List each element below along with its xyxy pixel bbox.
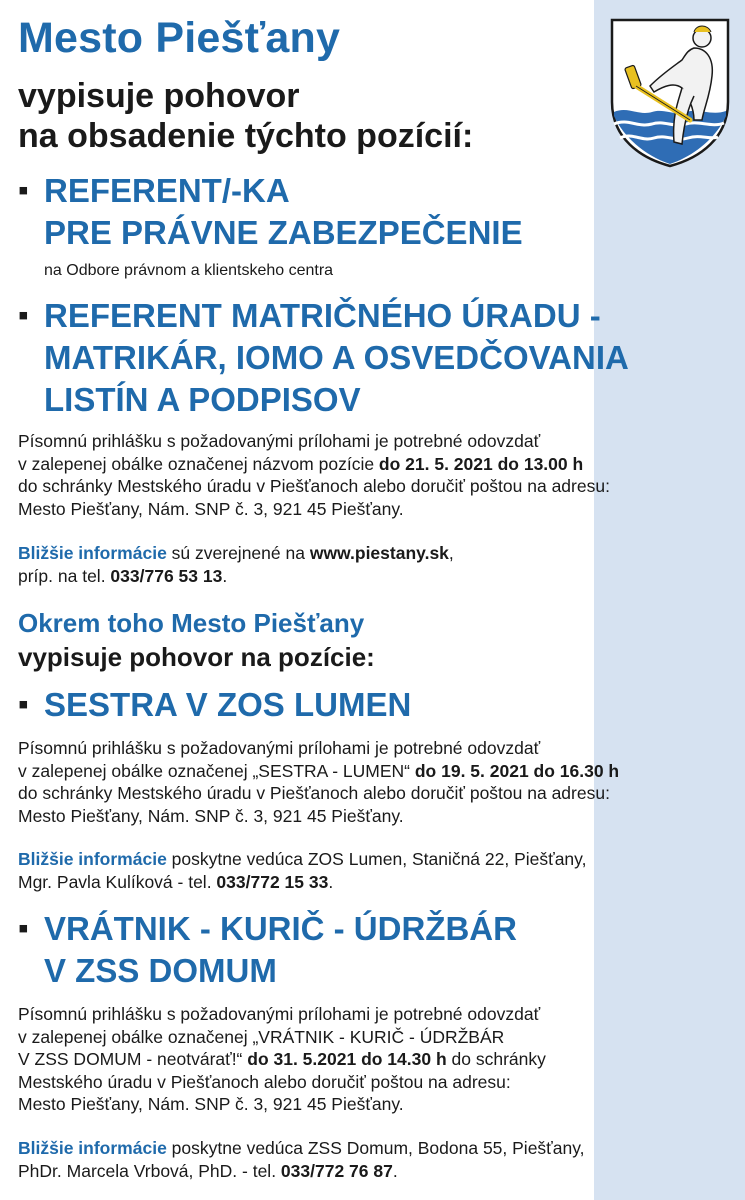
text-line xyxy=(18,871,586,894)
text-span: , xyxy=(448,543,454,563)
text-line: Mestského úradu v Piešťanoch alebo doručiť poštou na adresu: xyxy=(18,1071,511,1092)
position-4-heading xyxy=(18,908,517,992)
position-2-line-1: REFERENT MATRIČNÉHO ÚRADU - xyxy=(44,297,601,334)
bullet-icon: ▪ xyxy=(18,688,29,721)
position-1-line-1: REFERENT/-KA xyxy=(44,172,290,209)
text-line xyxy=(18,1137,585,1160)
text-line xyxy=(18,453,610,476)
position-2-line-2: MATRIKÁR, IOMO A OSVEDČOVANIA xyxy=(44,339,629,376)
text-span: . xyxy=(392,1160,398,1181)
text-span: poskytne vedúca ZSS Domum, Bodona 55, Piešťany, xyxy=(166,1138,585,1158)
address: Mesto Piešťany, Nám. SNP č. 3, 921 45 Piešťany. xyxy=(18,805,404,826)
section-2-heading: Okrem toho Mesto Piešťany xyxy=(18,608,365,638)
text-line: Písomnú prihlášku s požadovanými prílohami je potrebné odovzdať xyxy=(18,1004,541,1024)
deadline: do 19. 5. 2021 do 16.30 h xyxy=(414,760,620,781)
text-line xyxy=(18,848,586,871)
position-2-heading xyxy=(18,295,629,421)
phone-number: 033/772 76 87 xyxy=(280,1160,393,1181)
text-span: . xyxy=(222,565,228,586)
piestany-coat-of-arms-icon xyxy=(608,16,732,168)
text-span: . xyxy=(328,871,334,892)
text-line xyxy=(18,1160,585,1183)
text-span: príp. na tel. xyxy=(18,565,111,586)
position-3-heading xyxy=(18,684,411,726)
info-label: Bližšie informácie xyxy=(18,1138,167,1158)
text-line xyxy=(18,542,454,565)
position-1-heading xyxy=(18,170,523,254)
bullet-icon: ▪ xyxy=(18,174,29,207)
address: Mesto Piešťany, Nám. SNP č. 3, 921 45 Piešťany. xyxy=(18,1094,404,1114)
contact-info-3 xyxy=(18,1137,585,1182)
subtitle-line-1: vypisuje pohovor xyxy=(18,77,300,115)
text-span: PhDr. Marcela Vrbová, PhD. - tel. xyxy=(18,1160,281,1181)
side-stripe xyxy=(594,0,745,1200)
text-span: Mgr. Pavla Kulíková - tel. xyxy=(18,871,217,892)
text-line: Písomnú prihlášku s požadovanými prílohami je potrebné odovzdať xyxy=(18,431,541,451)
position-4-line-1: VRÁTNIK - KURIČ - ÚDRŽBÁR xyxy=(44,910,517,947)
position-1-line-2: PRE PRÁVNE ZABEZPEČENIE xyxy=(44,214,523,251)
text-span: do schránky xyxy=(446,1049,546,1069)
text-line xyxy=(18,565,454,588)
info-label: Bližšie informácie xyxy=(18,849,167,869)
contact-info-2 xyxy=(18,848,586,893)
application-info-2 xyxy=(18,737,619,827)
text-span: sú zverejnené na xyxy=(166,543,310,563)
text-line: Písomnú prihlášku s požadovanými prílohami je potrebné odovzdať xyxy=(18,738,541,758)
text-line: v zalepenej obálke označenej „VRÁTNIK - KURIČ - ÚDRŽBÁR xyxy=(18,1026,505,1047)
position-1-note: na Odbore právnom a klientskeho centra xyxy=(44,262,334,279)
text-line xyxy=(18,760,619,783)
page-title: Mesto Piešťany xyxy=(18,14,341,62)
application-info-3 xyxy=(18,1003,546,1116)
address: Mesto Piešťany, Nám. SNP č. 3, 921 45 Piešťany. xyxy=(18,498,404,519)
text-line: do schránky Mestského úradu v Piešťanoch alebo doručiť poštou na adresu: xyxy=(18,783,610,803)
info-label: Bližšie informácie xyxy=(18,543,167,563)
text-line: do schránky Mestského úradu v Piešťanoch alebo doručiť poštou na adresu: xyxy=(18,476,610,496)
position-4-line-2: V ZSS DOMUM xyxy=(44,952,277,989)
phone-number: 033/776 53 13 xyxy=(110,565,223,586)
contact-info-1 xyxy=(18,542,454,587)
position-3-line-1: SESTRA V ZOS LUMEN xyxy=(44,686,412,723)
bullet-icon: ▪ xyxy=(18,912,29,945)
text-span: v zalepenej obálke označenej „SESTRA - LUMEN“ xyxy=(18,760,415,781)
section-2-subheading: vypisuje pohovor na pozície: xyxy=(18,642,375,672)
deadline: do 21. 5. 2021 do 13.00 h xyxy=(378,453,584,474)
position-2-line-3: LISTÍN A PODPISOV xyxy=(44,381,361,418)
website-link[interactable]: www.piestany.sk xyxy=(309,543,449,563)
text-span: poskytne vedúca ZOS Lumen, Staničná 22, Piešťany, xyxy=(166,849,587,869)
text-span: V ZSS DOMUM - neotvárať!“ xyxy=(18,1049,248,1069)
text-line xyxy=(18,1048,546,1071)
subtitle-line-2: na obsadenie týchto pozícií: xyxy=(18,117,474,155)
bullet-icon: ▪ xyxy=(18,299,29,332)
phone-number: 033/772 15 33 xyxy=(216,871,329,892)
deadline: do 31. 5.2021 do 14.30 h xyxy=(247,1049,447,1069)
application-info-1 xyxy=(18,430,610,520)
text-span: v zalepenej obálke označenej názvom pozície xyxy=(18,453,379,474)
